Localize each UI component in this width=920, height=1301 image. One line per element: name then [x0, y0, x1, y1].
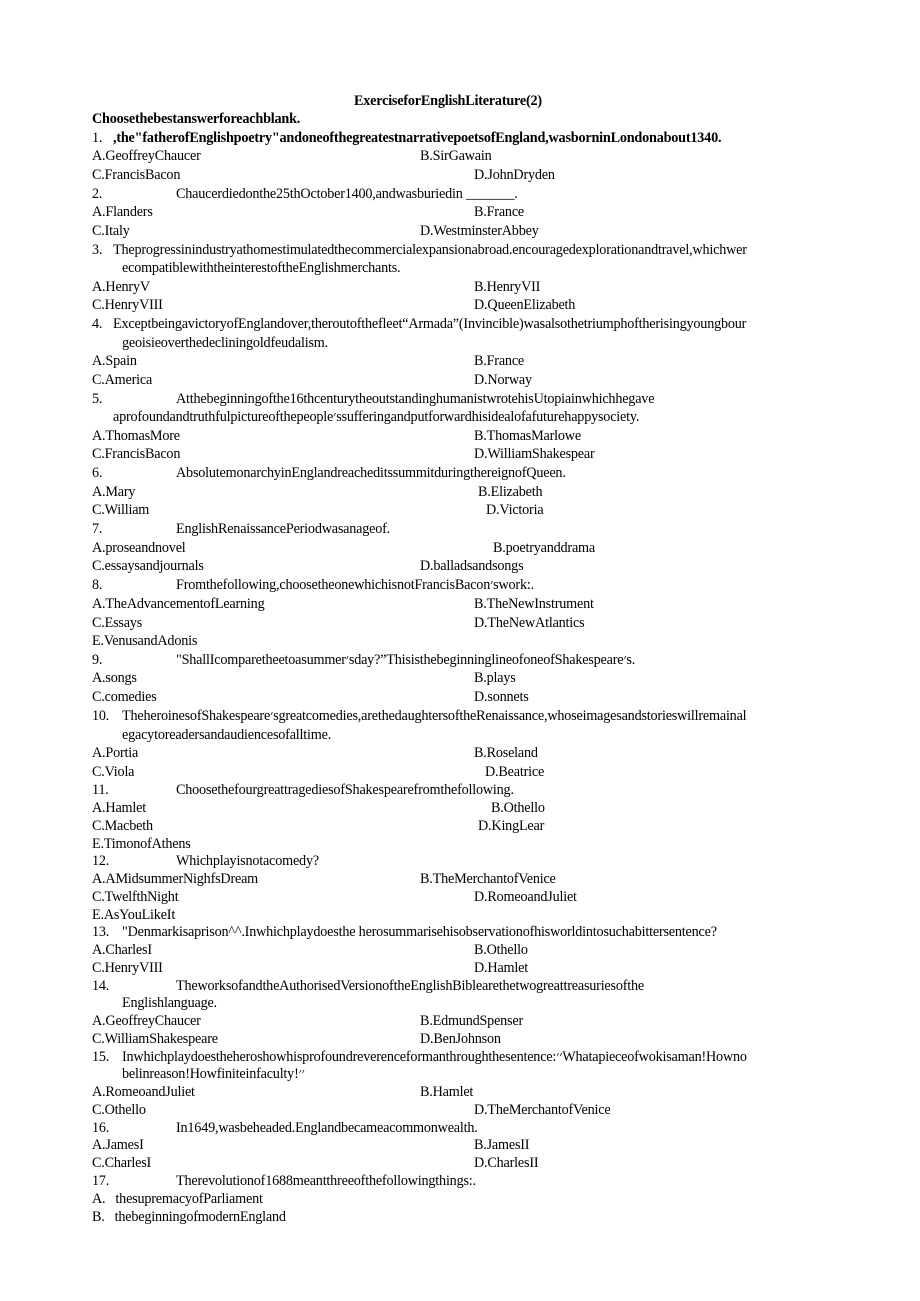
option: B.HenryVII [474, 279, 541, 295]
option: B.TheMerchantofVenice [420, 871, 556, 887]
option: C.WilliamShakespeare [92, 1031, 218, 1047]
option: D.BenJohnson [420, 1031, 501, 1047]
question-text: ExceptbeingavictoryofEnglandover,theroutofthefleet“Armada”(Invincible)wasalsothetriumphoftherisingyoungbour [113, 316, 747, 332]
option: A.songs [92, 670, 137, 686]
option: A. thesupremacyofParliament [92, 1191, 263, 1207]
question-text: Fromthefollowing,choosetheonewhichisnotFrancisBacon׳swork:. [176, 577, 534, 593]
option: C.Macbeth [92, 818, 153, 834]
option: A.ThomasMore [92, 428, 180, 444]
option: E.TimonofAthens [92, 836, 191, 852]
question-text: Theprogressinindustryathomestimulatedthecommercialexpansionabroad.encouragedexplorationandtravel,whichwer [113, 242, 747, 258]
option: D.KingLear [478, 818, 545, 834]
option: B.Elizabeth [478, 484, 543, 500]
option: C.essaysandjournals [92, 558, 204, 574]
option: C.America [92, 372, 153, 388]
option: A.Hamlet [92, 800, 146, 816]
option: A.Spain [92, 353, 137, 369]
option: D.JohnDryden [474, 167, 555, 183]
option: D.Victoria [486, 502, 544, 518]
option: A.GeoffreyChaucer [92, 1013, 201, 1029]
question-number: 17. [92, 1173, 110, 1189]
instruction: Choosethebestanswerforeachblank. [92, 111, 301, 127]
option: B.Hamlet [420, 1084, 474, 1100]
question-text: AbsolutemonarchyinEnglandreacheditssummitduringthereignofQueen. [176, 465, 566, 481]
question-number: 1. [92, 130, 103, 146]
question-text: Atthebeginningofthe16thcenturytheoutstandinghumanistwrotehisUtopiainwhichhegave [176, 391, 655, 407]
option: B. thebeginningofmodernEngland [92, 1209, 286, 1225]
question-text: "Denmarkisaprison^^.Inwhichplaydoesthe herosummarisehisobservationofhisworldintosuchabittersentence? [122, 924, 717, 940]
question-number: 7. [92, 521, 103, 537]
option: B.plays [474, 670, 516, 686]
option: B.France [474, 204, 525, 220]
option: C.Italy [92, 223, 130, 239]
option: A.Flanders [92, 204, 153, 220]
question-number: 6. [92, 465, 103, 481]
option: A.TheAdvancementofLearning [92, 596, 265, 612]
question-number: 10. [92, 708, 110, 724]
option: B.France [474, 353, 525, 369]
question-text-cont: aprofoundandtruthfulpictureofthepeople׳ssufferingandputforwardhisidealofafuturehappysociety. [113, 409, 640, 425]
question-text: Inwhichplaydoestheheroshowhisprofoundreverenceformanthroughthesentence:׳׳Whatapieceofwokisaman!Howno [122, 1049, 747, 1065]
option: C.HenryVIII [92, 960, 163, 976]
option: B.Roseland [474, 745, 538, 761]
page-title: ExerciseforEnglishLiterature(2) [354, 93, 542, 109]
question-text: TheheroinesofShakespeare׳sgreatcomedies,arethedaughtersoftheRenaissance,whoseimagesandstorieswillremainal [122, 708, 747, 724]
option: D.WestminsterAbbey [420, 223, 539, 239]
option: D.CharlesII [474, 1155, 539, 1171]
option: B.SirGawain [420, 148, 492, 164]
option: C.Othello [92, 1102, 146, 1118]
option: D.TheMerchantofVenice [474, 1102, 611, 1118]
question-text: Whichplayisnotacomedy? [176, 853, 319, 869]
question-text: ,the"fatherofEnglishpoetry"andoneofthegreatestnarrativepoetsofEngland,wasborninLondonabout1340. [113, 130, 722, 146]
option: A.RomeoandJuliet [92, 1084, 195, 1100]
question-text-cont: geoisieoverthedecliningoldfeudalism. [122, 335, 328, 351]
option: A.Mary [92, 484, 136, 500]
option: A.CharlesI [92, 942, 152, 958]
option: D.Hamlet [474, 960, 528, 976]
question-text: EnglishRenaissancePeriodwasanageof. [176, 521, 391, 537]
question-number: 2. [92, 186, 103, 202]
option: C.TwelfthNight [92, 889, 179, 905]
option: D.RomeoandJuliet [474, 889, 577, 905]
option: D.Beatrice [485, 764, 545, 780]
option: C.HenryVIII [92, 297, 163, 313]
question-number: 9. [92, 652, 103, 668]
question-text: Therevolutionof1688meantthreeofthefollowingthings:. [176, 1173, 476, 1189]
option: A.GeoffreyChaucer [92, 148, 201, 164]
option: B.poetryanddrama [493, 540, 595, 556]
option: C.Viola [92, 764, 135, 780]
option: E.VenusandAdonis [92, 633, 198, 649]
option: D.Norway [474, 372, 532, 388]
question-text: TheworksofandtheAuthorisedVersionoftheEnglishBiblearethetwogreattreasuriesofthe [176, 978, 645, 994]
option: C.FrancisBacon [92, 167, 181, 183]
option: A.HenryV [92, 279, 150, 295]
option: B.ThomasMarlowe [474, 428, 581, 444]
option: B.Othello [491, 800, 545, 816]
option: C.Essays [92, 615, 143, 631]
option: D.WilliamShakespear [474, 446, 595, 462]
option: A.JamesI [92, 1137, 144, 1153]
option: B.JamesII [474, 1137, 530, 1153]
option: D.sonnets [474, 689, 529, 705]
option: A.AMidsummerNighfsDream [92, 871, 259, 887]
question-number: 3. [92, 242, 103, 258]
question-number: 13. [92, 924, 110, 940]
option: C.William [92, 502, 150, 518]
question-text-cont: ecompatiblewiththeinterestoftheEnglishmerchants. [122, 260, 401, 276]
option: D.QueenElizabeth [474, 297, 576, 313]
question-number: 11. [92, 782, 109, 798]
question-number: 16. [92, 1120, 110, 1136]
question-number: 5. [92, 391, 103, 407]
option: B.EdmundSpenser [420, 1013, 524, 1029]
question-number: 8. [92, 577, 103, 593]
question-number: 14. [92, 978, 110, 994]
option: C.FrancisBacon [92, 446, 181, 462]
question-text: Chaucerdiedonthe25thOctober1400,andwasburiedin _______. [176, 186, 518, 202]
option: C.comedies [92, 689, 157, 705]
question-text-cont: egacytoreadersandaudiencesofalltime. [122, 727, 332, 743]
option: C.CharlesI [92, 1155, 152, 1171]
question-text: In1649,wasbeheaded.Englandbecameacommonwealth. [176, 1120, 478, 1136]
option: B.TheNewInstrument [474, 596, 594, 612]
option: D.TheNewAtlantics [474, 615, 585, 631]
question-text-cont: Englishlanguage. [122, 995, 217, 1011]
option: A.Portia [92, 745, 139, 761]
question-text: ChoosethefourgreattragediesofShakespearefromthefollowing. [176, 782, 514, 798]
question-text-cont: belinreason!Howfiniteinfaculty!׳׳ [122, 1066, 305, 1082]
question-number: 4. [92, 316, 103, 332]
option: E.AsYouLikeIt [92, 907, 176, 923]
option: B.Othello [474, 942, 528, 958]
option: D.balladsandsongs [420, 558, 524, 574]
question-number: 15. [92, 1049, 110, 1065]
question-text: "ShallIcomparetheetoasummer׳sday?”ThisisthebeginninglineofoneofShakespeare׳s. [176, 652, 636, 668]
question-number: 12. [92, 853, 110, 869]
option: A.proseandnovel [92, 540, 186, 556]
